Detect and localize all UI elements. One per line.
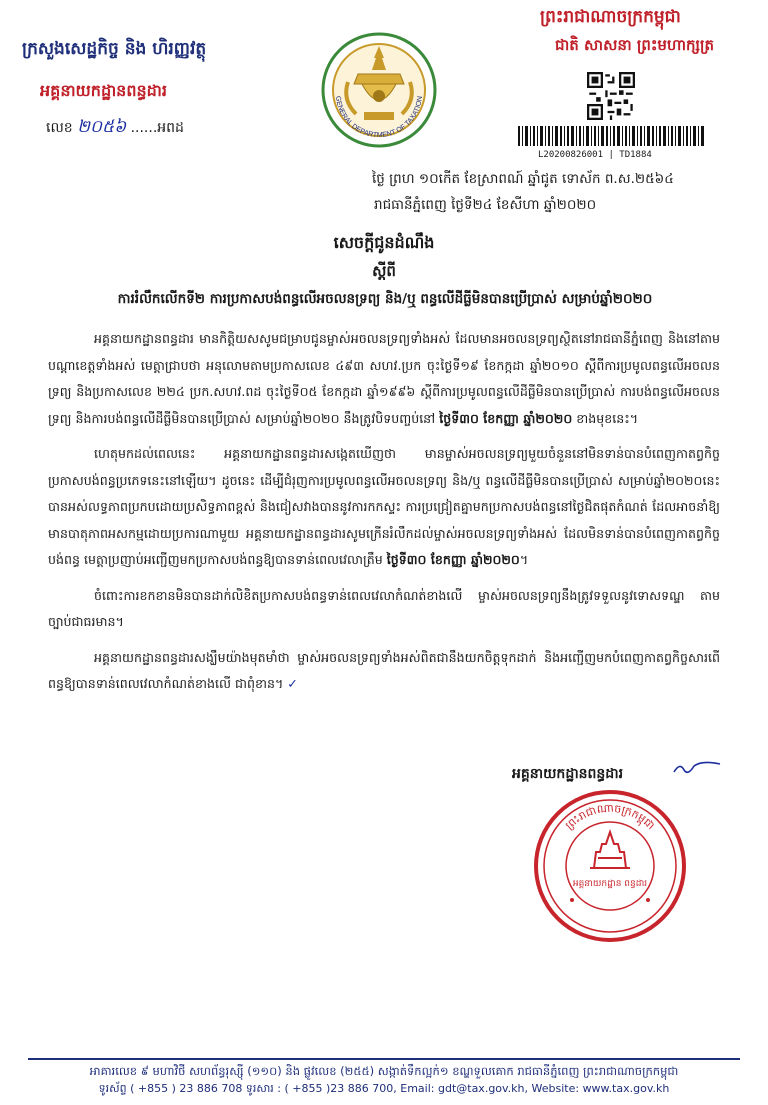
signatory-title: អគ្គនាយកដ្ឋានពន្ធដារ: [512, 766, 624, 782]
paragraph-1: អគ្គនាយកដ្ឋានពន្ធដារ មានកិត្តិយសសូមជម្រាបជូនម្ចាស់អចលនទ្រព្យទាំងអស់ ដែលមានអចលនទ្រព្យស្ថិតនៅរាជធានីភ្នំពេញ និងនៅតាមបណ្តាខេត្តទាំងអស់ មេត្តាជ្រាបថា អនុលោមតាមប្រកាសលេខ ៤៩៣ សហវ.ប្រក ចុះថ្ងៃទី១៩ ខែកក្កដា ឆ្នាំ២០១០ ស្តីពីការប្រមូលពន្ធលើអចលនទ្រព្យ និងប្រកាសលេខ ២២៤ ប្រក.សហវ.ពដ ចុះថ្ងៃទី០៥ ខែកក្កដា ឆ្នាំ១៩៩៦ ស្តីពីការប្រមូលពន្ធលើដីធ្លីមិនបានប្រើប្រាស់ ការបង់ពន្ធលើអចលនទ្រព្យ និងការបង់ពន្ធលើដីធ្លីមិនបានប្រើប្រាស់ សម្រាប់ឆ្នាំ២០២០ នឹងត្រូវបិទបញ្ចប់នៅ ថ្ងៃទី៣០ ខែកញ្ញា ឆ្នាំ២០២០ ខាងមុខនេះ។: [48, 331, 720, 426]
deadline-date: ថ្ងៃទី៣០ ខែកញ្ញា ឆ្នាំ២០២០: [439, 410, 573, 426]
barcode-number: L20200826001 | TD1884: [538, 150, 652, 160]
reference-number: [46, 116, 184, 141]
paragraph-4: អគ្គនាយកដ្ឋានពន្ធដារសង្ឃឹមយ៉ាងមុតមាំថា ម្ចាស់អចលនទ្រព្យទាំងអស់ពិតជានឹងយកចិត្តទុកដាក់ និងអញ្ជើញមកបំពេញកាតព្វកិច្ចសារពើពន្ធឱ្យបានទាន់ពេលវេលាកំណត់ខាងលើ ជាពុំខាន។ ✓: [48, 649, 720, 691]
footer-divider: [28, 1058, 740, 1060]
seal-outer-text: ព្រះរាជាណាចក្រកម្ពុជា: [562, 801, 658, 833]
lunar-date: ថ្ងៃ ព្រហ ១០កើត ខែស្រាពណ៍ ឆ្នាំជូត ទោស័ក ព.ស.២៥៦៤: [372, 171, 674, 187]
solar-date: រាជធានីភ្នំពេញ ថ្ងៃទី២៤ ខែសីហា ឆ្នាំ២០២០: [374, 197, 597, 213]
paragraph-2: ហេតុមកដល់ពេលនេះ អគ្គនាយកដ្ឋានពន្ធដារសង្កេតឃើញថា មានម្ចាស់អចលនទ្រព្យមួយចំនួននៅមិនទាន់បានបំពេញកាតព្វកិច្ចប្រកាសបង់ពន្ធប្រភេទនេះនៅឡើយ។ ដូចនេះ ដើម្បីជំរុញការប្រមូលពន្ធលើអចលនទ្រព្យ និង/ឬ ពន្ធលើដីធ្លីមិនបានប្រើប្រាស់ សម្រាប់ឆ្នាំ២០២០នេះ បានអស់លទ្ធភាពប្រកបដោយប្រសិទ្ធភាពខ្ពស់ និងជៀសវាងបាននូវការកកស្ទះ ការប្រជ្រៀតគ្នាមកប្រកាសបង់ពន្ធនៅថ្ងៃជិតផុតកំណត់ ដែលអាចនាំឱ្យមានបាតុភាពអសកម្មដោយប្រការណាមួយ អគ្គនាយកដ្ឋានពន្ធដារសូមក្រើនរំលឹកដល់ម្ចាស់អចលនទ្រព្យទាំងអស់ ដែលមិនទាន់បានបំពេញកាតព្វកិច្ចបង់ពន្ធ មេត្តាប្រញាប់អញ្ជើញមកប្រកាសបង់ពន្ធឱ្យបានទាន់ពេលវេលាត្រឹម ថ្ងៃទី៣០ ខែកញ្ញា ឆ្នាំ២០២០។: [48, 446, 720, 567]
footer-contacts: ទូរស័ព្ទ ( +855 ) 23 886 708 ទូរសារ : ( +855 )23 886 700, Email: gdt@tax.gov.kh, Website: www.tax.gov.kh: [98, 1082, 670, 1095]
gdt-emblem-icon: [318, 24, 440, 156]
ref-suffix: ......អពដ: [130, 120, 184, 136]
document-title: សេចក្តីជូនដំណឹង: [333, 233, 435, 252]
official-seal-icon: [532, 788, 688, 944]
deadline-date: ថ្ងៃទី៣០ ខែកញ្ញា ឆ្នាំ២០២០: [386, 552, 520, 567]
department-name: អគ្គនាយកដ្ឋានពន្ធដារ: [40, 81, 167, 100]
subject-line: ការរំលឹកលើកទី២ ការប្រកាសបង់ពន្ធលើអចលនទ្រព្យ និង/ឬ ពន្ធលើដីធ្លីមិនបានប្រើប្រាស់ សម្រាប់ឆ្នាំ២០២០: [117, 291, 653, 307]
paragraph-3: ចំពោះការខកខានមិនបានដាក់លិខិតប្រកាសបង់ពន្ធទាន់ពេលវេលាកំណត់ខាងលើ ម្ចាស់អចលនទ្រព្យនឹងត្រូវទទួលនូវទោសទណ្ឌ តាមច្បាប់ជាធរមាន។: [48, 587, 720, 629]
barcode-icon: [518, 126, 704, 146]
notice-body: [48, 326, 720, 707]
svg-text:ព្រះរាជាណាចក្រកម្ពុជា: [563, 802, 658, 833]
footer-address: អាគារលេខ ៩ មហាវិថី សហព័ន្ធរុស្ស៊ី (១១០) និង ផ្លូវលេខ (២៥៥) សង្កាត់ទឹកល្អក់១ ខណ្ឌទួលគោក រាជធានីភ្នំពេញ ព្រះរាជាណាចក្រកម្ពុជា: [89, 1064, 679, 1078]
ministry-name: ក្រសួងសេដ្ឋកិច្ច និង ហិរញ្ញវត្ថុ: [22, 39, 207, 59]
kingdom-name: ព្រះរាជាណាចក្រកម្ពុជា: [540, 7, 681, 27]
ref-number: ២០៥៦: [77, 117, 127, 137]
seal-inner-text: អគ្គនាយកដ្ឋាន ពន្ធដារ: [572, 879, 648, 889]
signature-stroke-icon: [672, 756, 722, 780]
qr-code-icon: [587, 72, 635, 120]
national-motto: ជាតិ សាសនា ព្រះមហាក្សត្រ: [555, 36, 714, 54]
subject-label: ស្តីពី: [372, 262, 396, 280]
ref-prefix: លេខ: [46, 120, 73, 136]
emblem-caption: GENERAL DEPARTMENT OF TAXATION: [333, 95, 425, 140]
initial-mark-icon: ✓: [283, 676, 298, 691]
